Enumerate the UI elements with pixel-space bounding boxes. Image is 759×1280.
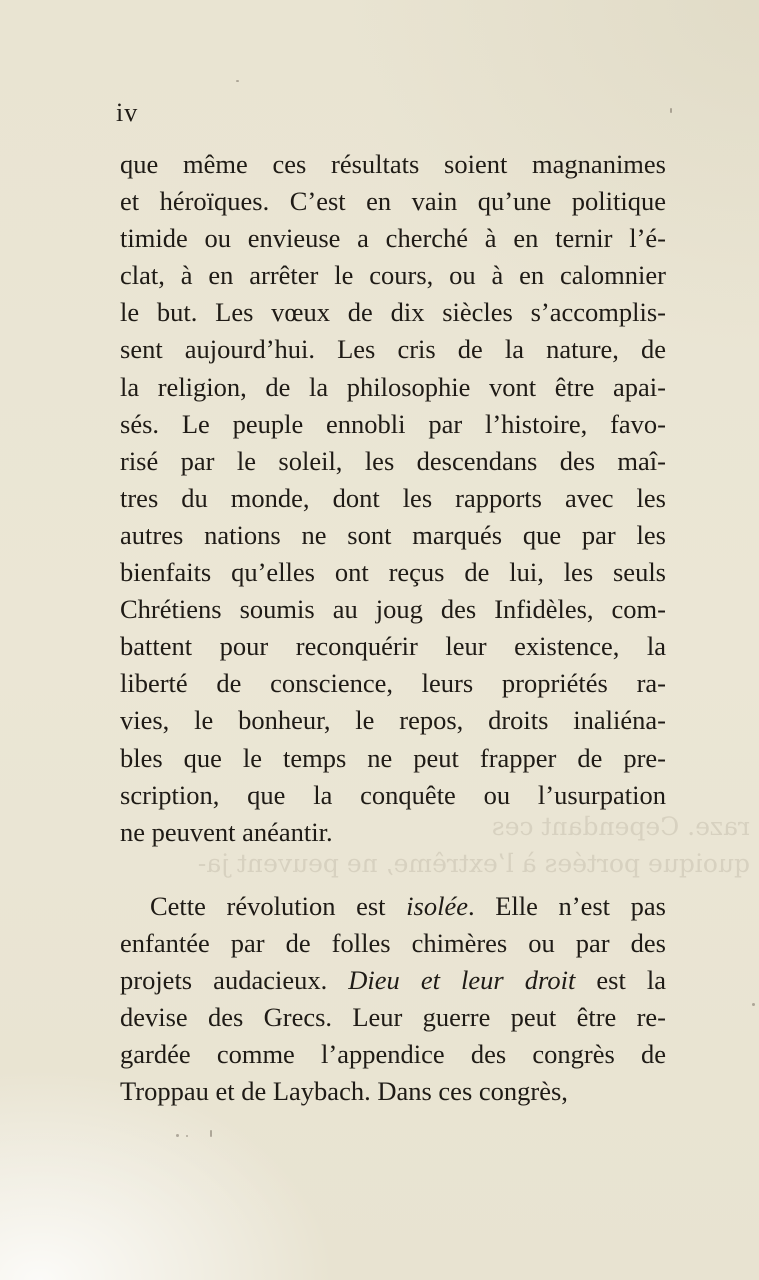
text-line xyxy=(120,517,666,554)
text-line xyxy=(120,1036,666,1073)
text-segment: risé par le soleil, les descendans des maî- xyxy=(120,445,666,476)
paragraph xyxy=(120,888,666,1111)
text-line xyxy=(120,1073,666,1110)
paragraph xyxy=(120,146,666,851)
text-line xyxy=(120,962,666,999)
text-segment: tres du monde, dont les rapports avec les xyxy=(120,482,666,513)
italic-text: isolée xyxy=(406,890,468,921)
text-line xyxy=(120,999,666,1036)
text-segment: gardée comme l’appendice des congrès de xyxy=(120,1039,666,1070)
ink-speck xyxy=(186,1135,188,1137)
text-segment: Chrétiens soumis au joug des Infidèles, com- xyxy=(120,594,666,625)
paragraph-gap xyxy=(120,851,666,888)
text-segment: Troppau et de Laybach. Dans ces congrès, xyxy=(120,1076,568,1107)
text-segment: scription, que la conquête ou l’usurpation xyxy=(120,779,666,810)
text-segment: bles que le temps ne peut frapper de pre- xyxy=(120,742,666,773)
text-segment: timide ou envieuse a cherché à en ternir l’é- xyxy=(120,223,666,254)
text-line xyxy=(120,740,666,777)
text-segment: sent aujourd’hui. Les cris de la nature, de xyxy=(120,334,666,365)
ink-speck xyxy=(752,1003,755,1006)
bleed-through-ink: raze. Cependant ces quoique portées à l’extrême, ne peuvent ja- xyxy=(197,812,750,878)
text-segment: clat, à en arrêter le cours, ou à en calomnier xyxy=(120,260,666,291)
text-segment: vies, le bonheur, le repos, droits inaliéna- xyxy=(120,705,666,736)
text-segment: projets audacieux. xyxy=(120,964,349,995)
text-line xyxy=(120,369,666,406)
text-segment: . Elle n’est pas xyxy=(467,890,666,921)
text-line xyxy=(120,777,666,814)
text-segment: liberté de conscience, leurs propriétés ra- xyxy=(120,668,666,699)
ink-speck xyxy=(176,1134,179,1137)
text-segment: Cette révolution est xyxy=(150,890,407,921)
italic-text: Dieu et leur droit xyxy=(348,964,576,995)
text-line xyxy=(120,183,666,220)
text-segment: autres nations ne sont marqués que par les xyxy=(120,519,666,550)
text-segment: ne peuvent anéantir. xyxy=(120,816,333,847)
text-segment: sés. Le peuple ennobli par l’histoire, favo- xyxy=(120,408,666,439)
ink-speck xyxy=(670,108,672,113)
text-segment: la religion, de la philosophie vont être apai- xyxy=(120,371,666,402)
text-line xyxy=(120,257,666,294)
text-segment: devise des Grecs. Leur guerre peut être re- xyxy=(120,1002,666,1033)
text-line xyxy=(120,406,666,443)
text-segment: battent pour reconquérir leur existence, la xyxy=(120,631,666,662)
ink-speck xyxy=(236,80,239,82)
text-segment: bienfaits qu’elles ont reçus de lui, les seuls xyxy=(120,557,666,588)
text-line xyxy=(120,220,666,257)
body-text xyxy=(120,146,666,1110)
text-line xyxy=(120,814,666,851)
text-line xyxy=(120,146,666,183)
text-segment: enfantée par de folles chimères ou par des xyxy=(120,927,666,958)
ink-speck xyxy=(210,1130,212,1137)
text-line xyxy=(120,888,666,925)
text-segment: est la xyxy=(575,964,666,995)
text-line xyxy=(120,554,666,591)
text-segment: que même ces résultats soient magnanimes xyxy=(120,149,666,179)
text-line xyxy=(120,331,666,368)
text-line xyxy=(120,665,666,702)
text-line xyxy=(120,925,666,962)
text-line xyxy=(120,294,666,331)
text-segment: le but. Les vœux de dix siècles s’accomplis- xyxy=(120,297,666,328)
text-line xyxy=(120,628,666,665)
text-line xyxy=(120,443,666,480)
text-line xyxy=(120,480,666,517)
text-line xyxy=(120,591,666,628)
text-line xyxy=(120,702,666,739)
text-segment: et héroïques. C’est en vain qu’une politique xyxy=(120,186,666,217)
page-number: iv xyxy=(116,98,139,127)
